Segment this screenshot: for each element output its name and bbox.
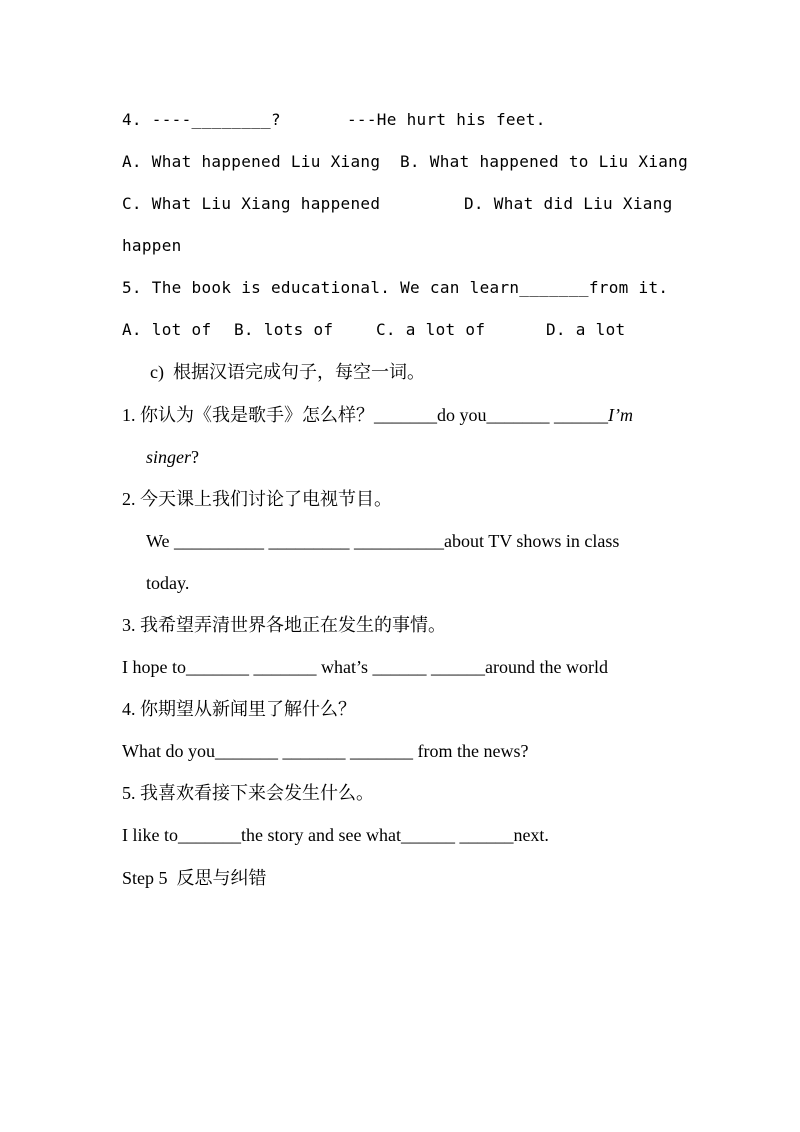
c5-english: I like to_______the story and see what______ ______next. [122,825,549,845]
q4-stem-mark: ? [271,110,281,129]
c1-chinese-and-blanks: 1. 你认为《我是歌手》怎么样？_______do you_______ ______ [122,405,608,425]
c3-english: I hope to_______ _______ what’s ______ ______around the world [122,657,608,677]
q4-option-b: B. What happened to Liu Xiang [400,152,689,171]
c3-chinese: 3. 我希望弄清世界各地正在发生的事情。 [122,615,446,635]
c2-english-line-2: today. [146,573,190,593]
c1-question-mark: ? [191,447,199,467]
q4-answer-text: ---He hurt his feet. [347,110,546,129]
q4-option-a: A. What happened Liu Xiang [122,152,381,171]
c1-line [122,406,633,424]
q4-option-c: C. What Liu Xiang happened [122,194,381,213]
q5-option-d: D. a lot [546,320,626,339]
q4-stem-prefix: 4. ---- [122,110,192,129]
q5-option-a: A. lot of [122,320,212,339]
c4-english: What do you_______ _______ _______ from the news? [122,741,529,761]
q4-option-d: D. What did Liu Xiang [464,194,673,213]
q5-stem: 5. The book is educational. We can learn_______from it. [122,278,669,297]
q5-option-c: C. a lot of [376,320,486,339]
q4-stem [122,112,281,128]
c2-chinese: 2. 今天课上我们讨论了电视节目。 [122,489,392,509]
c4-chinese: 4. 你期望从新闻里了解什么？ [122,699,356,719]
step-5-heading: Step 5 反思与纠错 [122,868,267,888]
section-c-heading: c) 根据汉语完成句子，每空一词。 [150,362,425,382]
c1-italic-singer: singer [146,447,191,467]
q5-option-b: B. lots of [234,320,334,339]
c1-line-2 [146,448,199,466]
c1-italic-im: I’m [608,405,633,425]
q4-option-d-continued: happen [122,236,182,255]
c5-chinese: 5. 我喜欢看接下来会发生什么。 [122,783,374,803]
c2-english-line-1: We __________ _________ __________about TV shows in class [146,531,620,551]
q4-stem-blank: ________ [191,110,271,129]
